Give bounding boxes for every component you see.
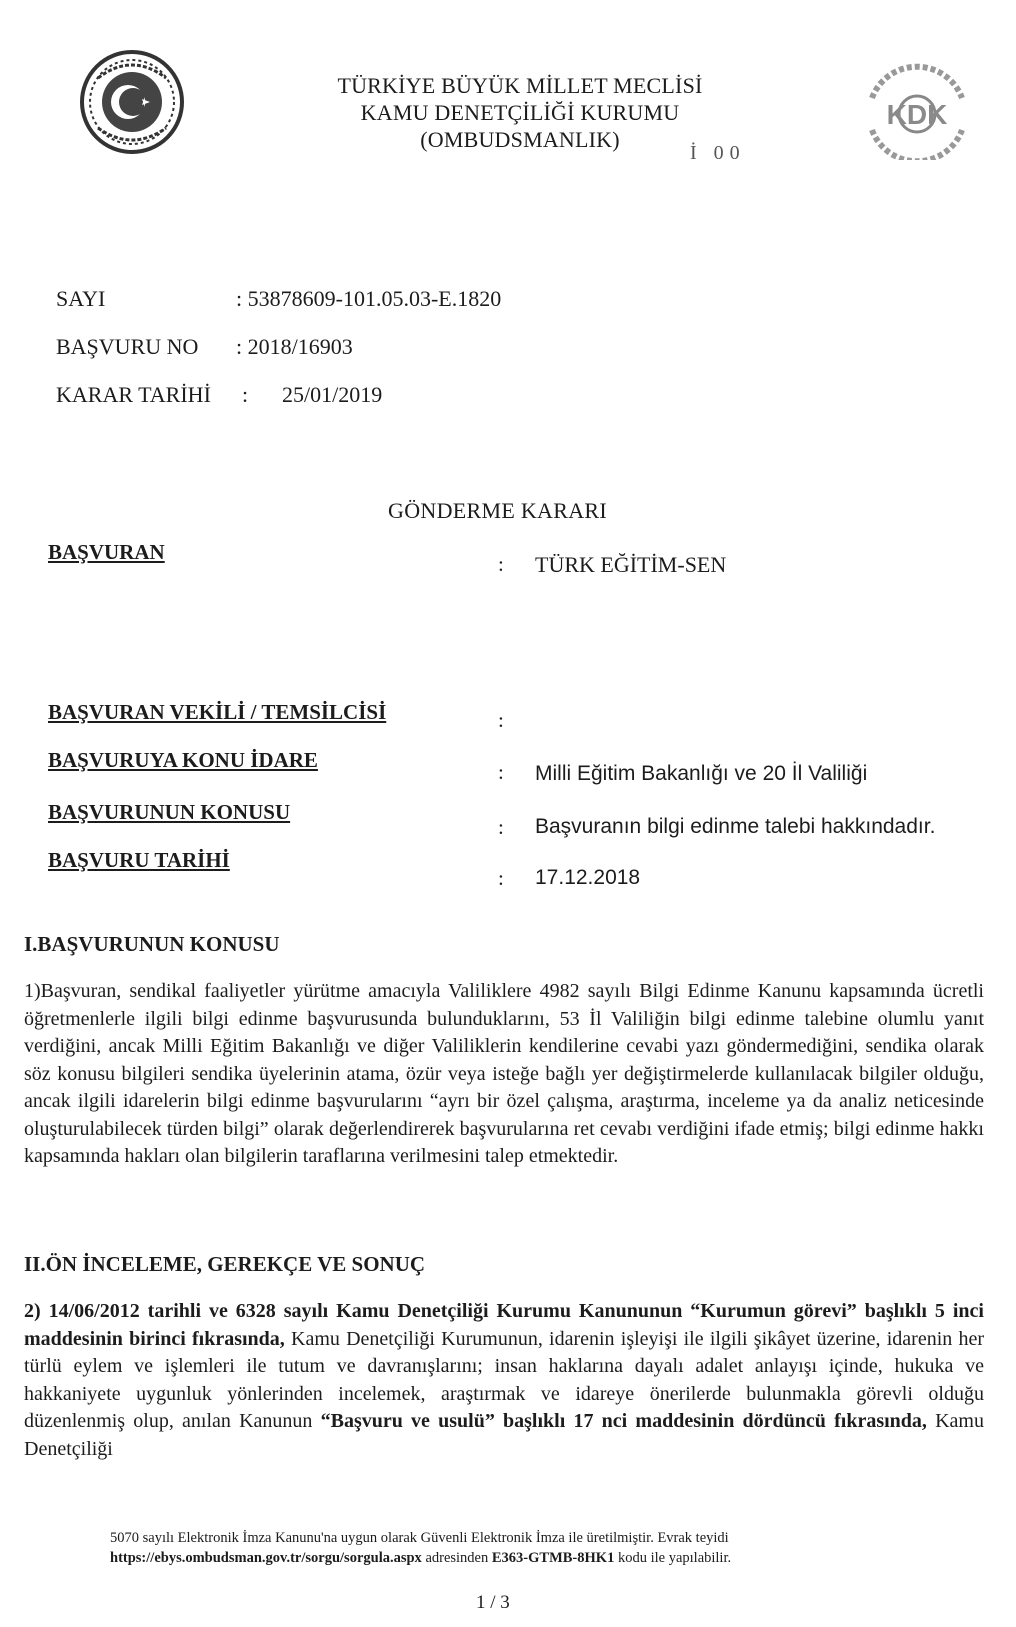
- konu-label: BAŞVURUNUN KONUSU: [48, 800, 291, 824]
- basvuru-no-value: : 2018/16903: [236, 334, 353, 359]
- sayi-label: SAYI: [56, 286, 106, 311]
- stamp-mark: İ 00: [690, 142, 746, 164]
- section-2-bold-1: 2) 14/06/2012 tarihli ve 6328 sayılı Kamu Denetçiliği Kurumu Kanununun “Kurumun görevi” başlıklı 5 inci maddesinin birinci fıkrasında,: [24, 1300, 984, 1350]
- idare-label: BAŞVURUYA KONU İDARE: [48, 748, 318, 772]
- page-number: 1 / 3: [476, 1592, 510, 1613]
- basvuru-no-label: BAŞVURU NO: [56, 334, 199, 359]
- konu-colon: :: [498, 815, 504, 839]
- footer-line-2: [110, 1548, 890, 1568]
- section-2-text-2: Kamu Denetçiliği: [24, 1410, 984, 1460]
- section-2-text-1: Kamu Denetçiliği Kurumunun, idarenin işleyişi ile ilgili şikâyet üzerine, idarenin her türlü eylem ve işlemleri ile tutum ve davranışlarını; insan haklarına dayalı adalet anlayışı içinde, hukuka ve hakkaniyete uygunluk yönlerinden incelemek, araştırmak ve idareye önerilerde bulunmakla görevli olduğu düzenlenmiş olup, anılan Kanunun: [24, 1327, 984, 1432]
- basvuran-value: TÜRK EĞİTİM-SEN: [535, 552, 727, 577]
- footer-tail: kodu ile yapılabilir.: [614, 1550, 732, 1566]
- section-1-heading: I.BAŞVURUNUN KONUSU: [24, 932, 280, 956]
- vekil-label: BAŞVURAN VEKİLİ / TEMSİLCİSİ: [48, 700, 387, 724]
- section-1-paragraph: 1)Başvuran, sendikal faaliyetler yürütme amacıyla Valiliklere 4982 sayılı Bilgi Edinme Kanunu kapsamında ücretli öğretmenlerle ilgili bilgi edinme başvurusunda bulunduklarını, 53 İl Valiliğin bilgi edinme talebine olumlu yanıt verdiğini, ancak Milli Eğitim Bakanlığı ve diğer Valiliklerin kendilerine cevabi yazı göndermediğini, sendika olarak söz konusu bilgileri sendika üyelerinin atama, özür veya isteğe bağlı yer değiştirmelerde kullanılacak bilgiler olduğu, ancak ilgili idarelerin bilgi edinme başvurularını “ayrı bir özel çalışma, araştırma, inceleme ya da analiz neticesinde oluşturulabilecek türden bilgi” olarak değerlendirerek başvurularına ret cevabı verdiğini ifade etmiş; bilgi edinme hakkı kapsamında hakları olan bilgilerin taraflarına verilmesini talep etmektedir.: [24, 980, 984, 1167]
- section-2-bold-2: “Başvuru ve usulü” başlıklı 17 nci maddesinin dördüncü fıkrasında,: [320, 1410, 927, 1432]
- institution-name: [300, 72, 740, 153]
- karar-tarihi-value: 25/01/2019: [282, 382, 383, 407]
- decision-title: GÖNDERME KARARI: [388, 498, 607, 523]
- konu-value: Başvuranın bilgi edinme talebi hakkındadır.: [535, 815, 936, 838]
- karar-tarihi-label: KARAR TARİHİ: [56, 382, 211, 407]
- sayi-value: : 53878609-101.05.03-E.1820: [236, 286, 502, 311]
- verify-url-link[interactable]: https://ebys.ombudsman.gov.tr/sorgu/sorgula.aspx: [110, 1550, 422, 1566]
- verification-code: E363-GTMB-8HK1: [491, 1550, 615, 1566]
- basvuran-label: BAŞVURAN: [48, 540, 165, 564]
- section-2-heading: II.ÖN İNCELEME, GEREKÇE VE SONUÇ: [24, 1252, 426, 1276]
- institution-line-3: (OMBUDSMANLIK): [420, 127, 620, 152]
- tarih-value: 17.12.2018: [535, 866, 641, 889]
- tarih-label: BAŞVURU TARİHİ: [48, 848, 230, 872]
- kdk-logo-text: KDK: [886, 99, 948, 130]
- idare-colon: :: [498, 760, 504, 784]
- vekil-colon: :: [498, 708, 504, 732]
- tarih-colon: :: [498, 866, 504, 890]
- institution-line-1: TÜRKİYE BÜYÜK MİLLET MECLİSİ: [337, 73, 703, 98]
- footer-mid: adresinden: [421, 1550, 492, 1566]
- section-2-paragraph: [24, 1298, 984, 1463]
- basvuran-colon: :: [498, 552, 504, 576]
- karar-tarihi-colon: :: [242, 382, 249, 407]
- kdk-logo: [858, 60, 976, 160]
- idare-value: Milli Eğitim Bakanlığı ve 20 İl Valiliği: [535, 762, 868, 785]
- footer-line-1: 5070 sayılı Elektronik İmza Kanunu'na uygun olarak Güvenli Elektronik İmza ile üretilmiştir. Evrak teyidi: [110, 1530, 729, 1546]
- institution-line-2: KAMU DENETÇİLİĞİ KURUMU: [360, 100, 680, 125]
- tbmm-seal-logo: [78, 48, 186, 156]
- e-signature-footer: [110, 1528, 890, 1568]
